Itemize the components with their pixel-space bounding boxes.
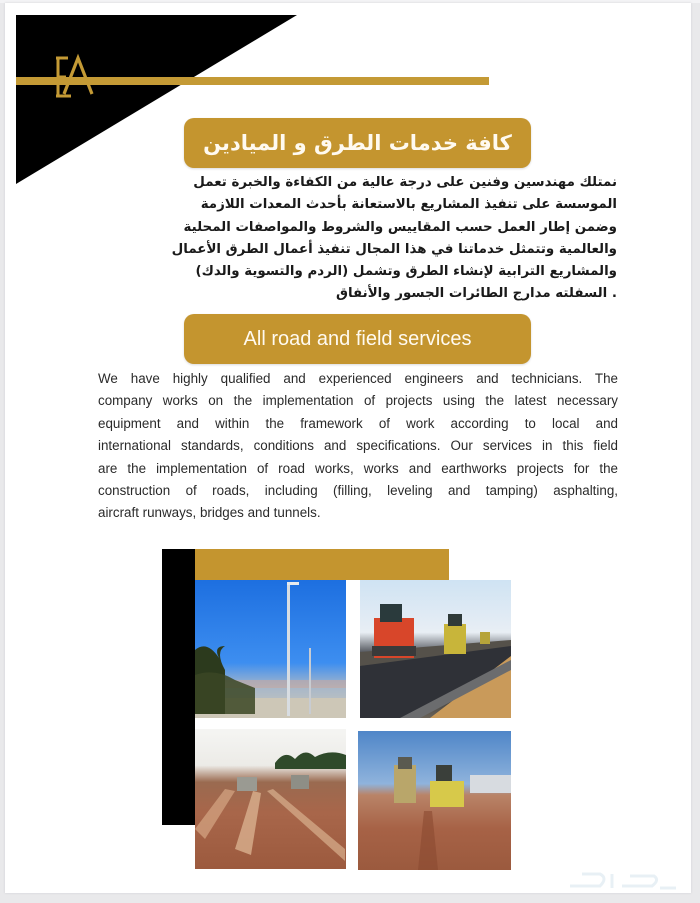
- arabic-line: . السفلته مدارج الطائرات الجسور والأنفاق: [336, 286, 617, 302]
- english-title-text: All road and field services: [243, 327, 472, 350]
- asphalt-rollers-photo: [360, 580, 511, 718]
- gallery-black-frame: [162, 549, 195, 825]
- photo-asphalt-rollers: [360, 580, 511, 718]
- english-line: We have highly qualified and experienced engineers and technicians. The: [98, 371, 618, 386]
- street-light-road-photo: [195, 580, 346, 718]
- english-description: [98, 368, 618, 525]
- photo-grader-roller: [358, 731, 511, 870]
- arabic-line: والمشاريع الترابية لإنشاء الطرق وتشمل (الردم والتسوية والدك): [195, 264, 617, 280]
- photo-earthworks: [195, 729, 346, 869]
- english-line: company works on the implementation of projects using the latest necessary: [98, 393, 618, 409]
- english-line: aircraft runways, bridges and tunnels.: [98, 505, 321, 521]
- english-section-title: [184, 314, 531, 364]
- arabic-description: [96, 172, 617, 306]
- arabic-section-title: [184, 118, 531, 168]
- english-line: equipment and within the framework of work according to local and: [98, 415, 618, 431]
- gallery-gold-frame: [162, 549, 449, 580]
- english-line: international standards, conditions and specifications. Our services in this field: [98, 438, 618, 454]
- earthworks-graders-photo: [195, 729, 346, 869]
- haraj-watermark: [560, 868, 680, 894]
- arabic-title-text: كافة خدمات الطرق و الميادين: [203, 131, 512, 155]
- arabic-line: الموسسة على تنفيذ المشاريع بالاستعانة بأحدث المعدات اللازمة: [200, 197, 617, 213]
- grader-and-roller-photo: [358, 731, 511, 870]
- english-line: construction of roads, including (filling, leveling and tamping) asphalting,: [98, 483, 618, 499]
- arabic-line: والعالمية وتتمثل خدماتنا في هذا المجال تنفيذ أعمال الطرق الأعمال: [171, 241, 617, 257]
- arabic-line: نمتلك مهندسين وفنين على درجة عالية من الكفاءة والخبرة تعمل: [193, 175, 617, 190]
- ea-logo: [44, 50, 106, 102]
- photo-street-lights: [195, 580, 346, 718]
- arabic-line: وضمن إطار العمل حسب المقاييس والشروط والمواصفات المحلية: [183, 219, 617, 235]
- ea-logo-mark: [44, 50, 106, 102]
- english-line: are the implementation of road works, works and earthworks projects for the: [98, 460, 618, 476]
